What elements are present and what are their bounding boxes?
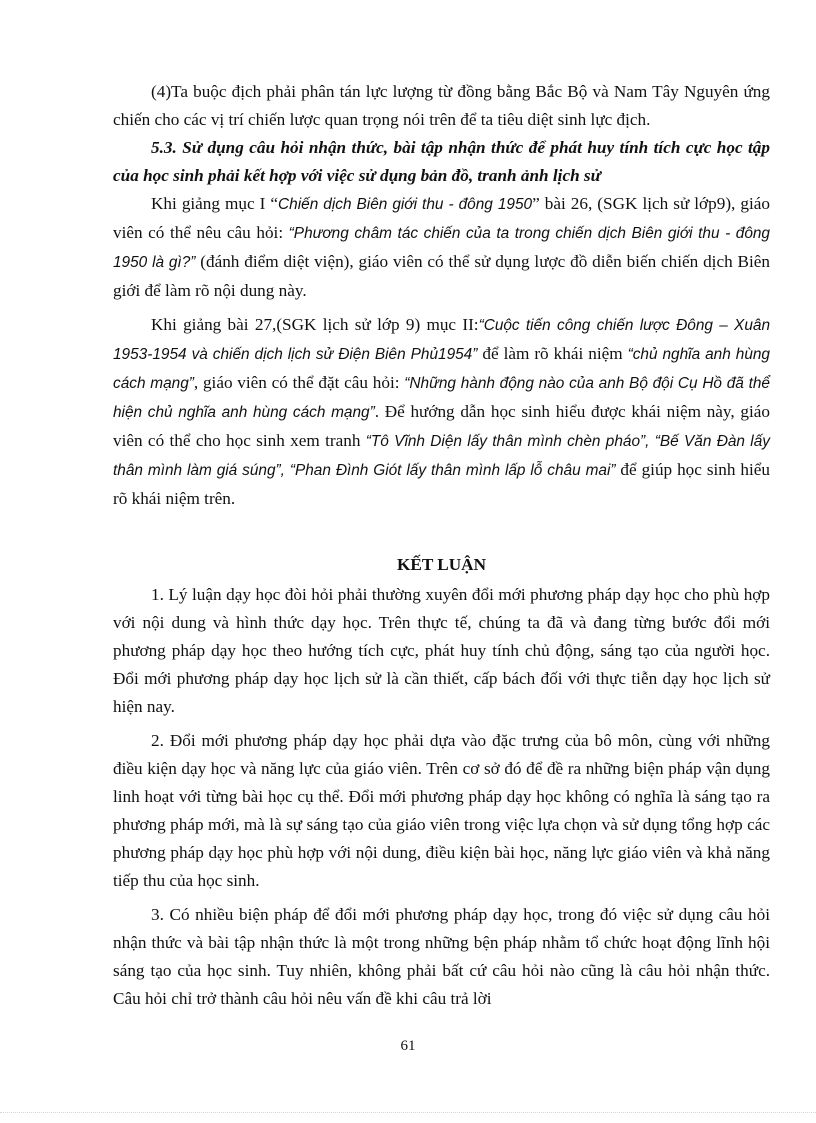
italic-concept: “chủ nghĩa anh hùng cách mạng”: [113, 346, 770, 392]
text-run: Khi giảng bài 27,(SGK lịch sử lớp 9) mục II:: [151, 315, 479, 334]
text-run: để làm rõ khái niệm: [477, 344, 628, 363]
italic-quote: Chiến dịch Biên giới thu - đông 1950: [278, 196, 533, 213]
text-run: . Để hướng dẫn học sinh hiểu được khái niệm này, giáo viên có thể cho học sinh xem tranh: [113, 402, 770, 450]
paragraph-example-1: [113, 190, 770, 305]
page-body: [113, 78, 770, 1013]
text-run: để giúp học sinh hiểu rõ khái niệm trên.: [113, 460, 770, 508]
page-number: 61: [400, 1038, 416, 1054]
paragraph-point-4: (4)Ta buộc địch phải phân tán lực lượng từ đồng bằng Bắc Bộ và Nam Tây Nguyên ứng chiến cho các vị trí chiến lược quan trọng nói trên để ta tiêu diệt sinh lực địch.: [113, 82, 770, 129]
text-run: Khi giảng mục I “: [151, 194, 279, 213]
text-run: , giáo viên có thể đặt câu hỏi:: [193, 373, 405, 392]
paragraph-example-2: [113, 311, 770, 513]
italic-picture-titles: “Tô Vĩnh Diện lấy thân mình chèn pháo”, “Bế Văn Đàn lấy thân mình làm giá súng”, “Phan Đình Giót lấy thân mình lấp lỗ châu mai”: [113, 433, 770, 479]
conclusion-point-3: 3. Có nhiều biện pháp để đổi mới phương pháp dạy học, trong đó việc sử dụng câu hỏi nhận thức và bài tập nhận thức là một trong những bện pháp nhằm tổ chức hoạt động lĩnh hội sáng tạo của học sinh. Tuy nhiên, không phải bất cứ câu hỏi nào cũng là câu hỏi nhận thức. Câu hỏi chỉ trở thành câu hỏi nêu vấn đề khi câu trả lời: [113, 905, 770, 1008]
italic-quote: “Cuộc tiến công chiến lược Đông – Xuân 1953-1954 và chiến dịch lịch sử Điện Biên Phủ1954”: [113, 317, 771, 363]
italic-question: “Phương châm tác chiến của ta trong chiến dịch Biên giới thu - đông 1950 là gì?”: [113, 225, 770, 271]
page-bottom-border: [0, 1112, 816, 1113]
text-run: ” bài 26, (SGK lịch sử lớp9), giáo viên có thể nêu câu hỏi:: [113, 194, 770, 242]
text-run: (đánh điểm diệt viện), giáo viên có thể sử dụng lược đồ diễn biến chiến dịch Biên giới để làm rõ nội dung này.: [113, 252, 770, 300]
italic-question: “Những hành động nào của anh Bộ đội Cụ Hồ đã thể hiện chủ nghĩa anh hùng cách mạng”: [113, 375, 770, 421]
section-heading-5-3: 5.3. Sử dụng câu hỏi nhận thức, bài tập nhận thức để phát huy tính tích cực học tập của học sinh phải kết hợp với việc sử dụng bản đồ, tranh ảnh lịch sử: [113, 138, 770, 185]
conclusion-heading: KẾT LUẬN: [397, 555, 486, 574]
conclusion-point-2: 2. Đổi mới phương pháp dạy học phải dựa vào đặc trưng của bô môn, cùng với những điều kiện dạy học và năng lực của giáo viên. Trên cơ sở đó để đề ra những biện pháp vận dụng linh hoạt với từng bài học cụ thể. Đổi mới phương pháp dạy học không có nghĩa là sáng tạo ra phương pháp mới, mà là sự sáng tạo của giáo viên trong việc lựa chọn và sử dụng tổng hợp các phương pháp dạy học phù hợp với nội dung, điều kiện bài học, năng lực giáo viên và khả năng tiếp thu của học sinh.: [113, 731, 770, 890]
conclusion-point-1: 1. Lý luận dạy học đòi hỏi phải thường xuyên đổi mới phương pháp dạy học cho phù hợp với nội dung và hình thức dạy học. Trên thực tế, chúng ta đã và đang từng bước đổi mới phương pháp dạy học theo hướng tích cực, phát huy tính chủ động, sáng tạo của người học. Đổi mới phương pháp dạy học lịch sử là cần thiết, cấp bách đối với thực tiễn dạy học lịch sử hiện nay.: [113, 585, 770, 716]
